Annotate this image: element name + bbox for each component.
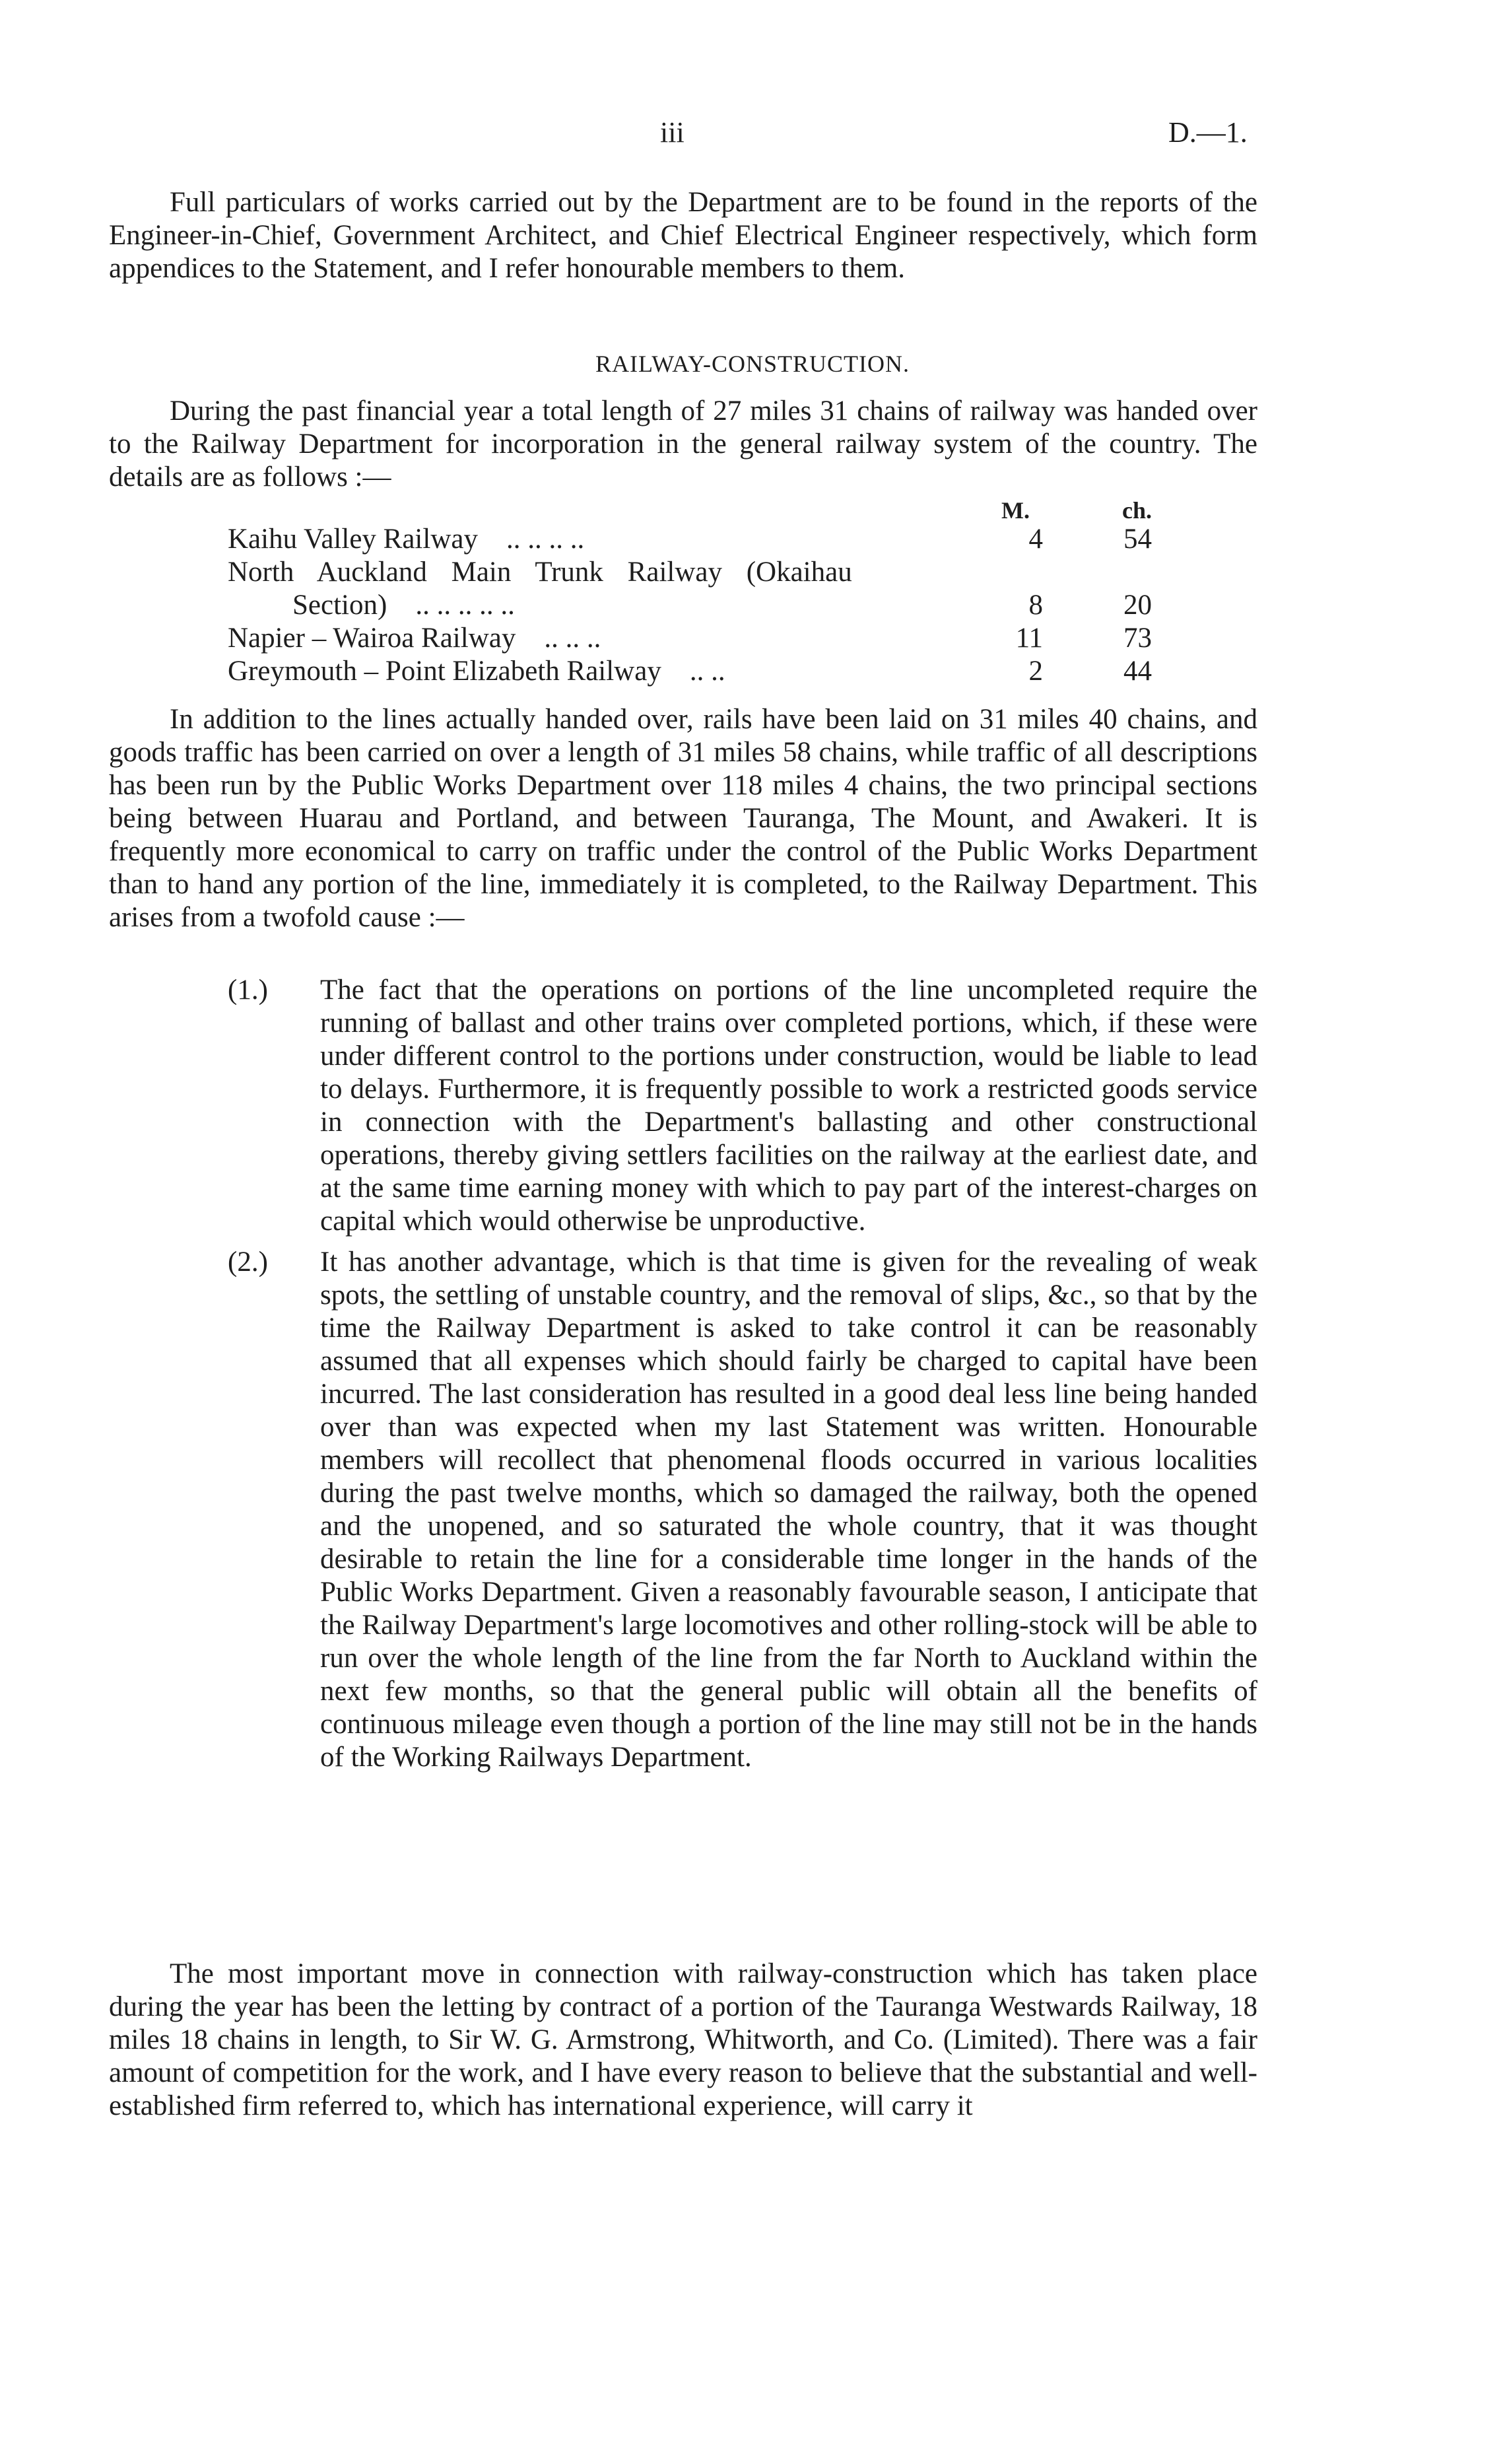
list-item xyxy=(228,974,1257,1238)
paragraph-4: The most important move in connection with railway-construction which has taken place during the year has been the letting by contract of a portion of the Tauranga Westwards Railway, 18 miles 18 chains in length, to Sir W. G. Armstrong, Whitworth, and Co. (Limited). There was a fair amount of competition for the work, and I have every reason to believe that the substantial and well-established firm referred to, which has international experience, will carry it xyxy=(109,1958,1257,2121)
row-chains: 73 xyxy=(1123,623,1152,654)
table-row xyxy=(228,523,1152,556)
table-row xyxy=(228,556,1152,589)
column-header-chains: ch. xyxy=(1122,497,1152,524)
document-reference: D.—1. xyxy=(1168,116,1248,149)
table-row xyxy=(228,589,1152,622)
railway-handover-table xyxy=(228,496,1152,688)
row-chains: 44 xyxy=(1123,656,1152,687)
row-miles: 8 xyxy=(1028,590,1043,621)
paragraph-2-block xyxy=(109,395,1257,494)
row-name: Kaihu Valley Railway .. .. .. .. xyxy=(228,524,585,555)
intro-paragraph-block xyxy=(109,186,1257,285)
page-header xyxy=(0,116,1505,155)
list-item-text: The fact that the operations on portions of the line uncompleted require the running of ballast and other trains over completed portions, which, if these were under different control to the portions under construction, would be liable to lead to delays. Furthermore, it is frequently possible to work a restricted goods service in connection with the Department's ballasting and other constructional operations, thereby giving settlers facilities on the railway at the earliest date, and at the same time earning money with which to pay part of the interest-charges on capital which would otherwise be unproductive. xyxy=(320,975,1257,1237)
row-chains: 54 xyxy=(1123,524,1152,555)
row-name: Section) .. .. .. .. .. xyxy=(292,590,515,621)
list-item xyxy=(228,1246,1257,1774)
row-miles: 11 xyxy=(1015,623,1043,654)
list-marker: (2.) xyxy=(228,1247,268,1278)
table-row xyxy=(228,622,1152,655)
row-miles: 2 xyxy=(1028,656,1043,687)
page-number: iii xyxy=(660,116,685,149)
paragraph-4-block xyxy=(109,1958,1257,2123)
list-marker: (1.) xyxy=(228,975,268,1006)
list-item-text: It has another advantage, which is that time is given for the revealing of weak spots, the settling of unstable country, and the removal of slips, &c., so that by the time the Railway Department is asked to take control it can be reasonably assumed that all expenses which should fairly be charged to capital have been incurred. The last consideration has resulted in a good deal less line being handed over than was expected when my last Statement was written. Honourable members will recollect that phenomenal floods occurred in various localities during the past twelve months, which so damaged the railway, both the opened and the unopened, and so saturated the whole country, that it was thought desirable to retain the line for a considerable time longer in the hands of the Public Works Department. Given a reasonably favourable season, I anticipate that the Railway Department's large locomotives and other rolling-stock will be able to run over the whole length of the line from the far North to Auckland within the next few months, so that the general public will obtain all the benefits of continuous mileage even though a portion of the line may still not be in the hands of the Working Railways Department. xyxy=(320,1247,1257,1773)
section-heading: RAILWAY-CONSTRUCTION. xyxy=(595,351,910,377)
row-name: North Auckland Main Trunk Railway (Okaihau xyxy=(228,557,852,588)
paragraph-2: During the past financial year a total length of 27 miles 31 chains of railway was handed over to the Railway Department for incorporation in the general railway system of the country. The details are as follows :— xyxy=(109,395,1257,493)
paragraph-3: In addition to the lines actually handed over, rails have been laid on 31 miles 40 chains, and goods traffic has been carried on over a length of 31 miles 58 chains, while traffic of all descriptions has been run by the Public Works Department over 118 miles 4 chains, the two principal sections being between Huarau and Portland, and between Tauranga, The Mount, and Awakeri. It is frequently more economical to carry on traffic under the control of the Public Works Department than to hand any portion of the line, immediately it is completed, to the Railway Department. This arises from a twofold cause :— xyxy=(109,704,1257,933)
row-chains: 20 xyxy=(1123,590,1152,621)
row-name: Greymouth – Point Elizabeth Railway .. .. xyxy=(228,656,725,687)
intro-paragraph: Full particulars of works carried out by the Department are to be found in the reports of the Engineer-in-Chief, Government Architect, and Chief Electrical Engineer respectively, which form appendices to the Statement, and I refer honourable members to them. xyxy=(109,187,1257,284)
table-row xyxy=(228,655,1152,688)
paragraph-3-block xyxy=(109,703,1257,934)
row-miles: 4 xyxy=(1028,524,1043,555)
twofold-cause-list xyxy=(228,974,1257,1782)
row-name: Napier – Wairoa Railway .. .. .. xyxy=(228,623,601,654)
column-header-miles: M. xyxy=(1001,497,1030,524)
